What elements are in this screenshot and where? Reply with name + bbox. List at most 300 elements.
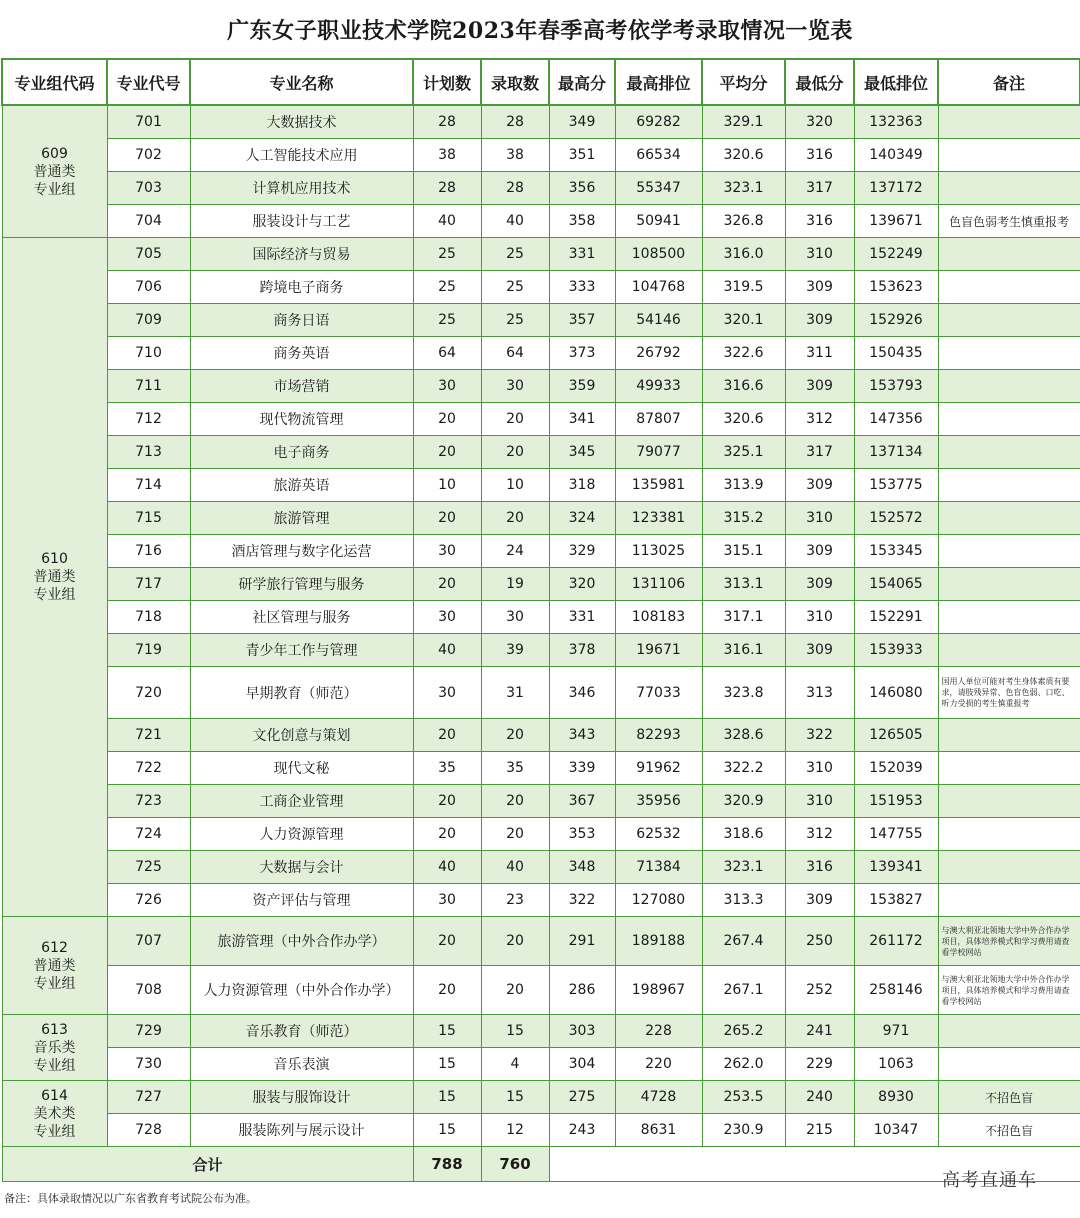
min-rank-cell: 10347 bbox=[854, 1114, 938, 1147]
major-code-cell: 719 bbox=[107, 634, 190, 667]
max-rank-cell: 87807 bbox=[615, 403, 702, 436]
max-score-cell: 353 bbox=[549, 818, 615, 851]
major-name-cell: 服装与服饰设计 bbox=[190, 1081, 413, 1114]
max-score-cell: 373 bbox=[549, 337, 615, 370]
major-code-cell: 715 bbox=[107, 502, 190, 535]
max-rank-cell: 123381 bbox=[615, 502, 702, 535]
admitted-count-cell: 23 bbox=[481, 884, 549, 917]
plan-count-cell: 20 bbox=[413, 502, 481, 535]
max-score-cell: 304 bbox=[549, 1048, 615, 1081]
major-name-cell: 文化创意与策划 bbox=[190, 719, 413, 752]
min-rank-cell: 126505 bbox=[854, 719, 938, 752]
major-code-cell: 724 bbox=[107, 818, 190, 851]
min-score-cell: 250 bbox=[785, 917, 854, 966]
plan-count-cell: 40 bbox=[413, 205, 481, 238]
max-rank-cell: 55347 bbox=[615, 172, 702, 205]
admitted-count-cell: 4 bbox=[481, 1048, 549, 1081]
group-code-cell bbox=[2, 1081, 107, 1147]
admitted-count-cell: 64 bbox=[481, 337, 549, 370]
min-score-cell: 316 bbox=[785, 851, 854, 884]
remark-cell: 不招色盲 bbox=[938, 1081, 1080, 1114]
avg-score-cell: 315.1 bbox=[702, 535, 785, 568]
max-rank-cell: 77033 bbox=[615, 667, 702, 719]
group-label-line: 普通类 bbox=[33, 163, 76, 180]
min-score-cell: 309 bbox=[785, 304, 854, 337]
avg-score-cell: 323.1 bbox=[702, 172, 785, 205]
min-rank-cell: 153827 bbox=[854, 884, 938, 917]
avg-score-cell: 323.1 bbox=[702, 851, 785, 884]
remark-cell bbox=[938, 469, 1080, 502]
table-row bbox=[2, 634, 1080, 667]
plan-count-cell: 64 bbox=[413, 337, 481, 370]
remark-cell bbox=[938, 634, 1080, 667]
avg-score-cell: 326.8 bbox=[702, 205, 785, 238]
max-score-cell: 291 bbox=[549, 917, 615, 966]
min-rank-cell: 139341 bbox=[854, 851, 938, 884]
max-rank-cell: 108500 bbox=[615, 238, 702, 271]
table-row bbox=[2, 601, 1080, 634]
max-score-cell: 333 bbox=[549, 271, 615, 304]
remark-cell bbox=[938, 370, 1080, 403]
plan-count-cell: 10 bbox=[413, 469, 481, 502]
table-row bbox=[2, 469, 1080, 502]
min-score-cell: 310 bbox=[785, 238, 854, 271]
admitted-count-cell: 31 bbox=[481, 667, 549, 719]
admitted-count-cell: 15 bbox=[481, 1081, 549, 1114]
max-rank-cell: 91962 bbox=[615, 752, 702, 785]
avg-score-cell: 316.1 bbox=[702, 634, 785, 667]
min-score-cell: 312 bbox=[785, 403, 854, 436]
table-row bbox=[2, 1081, 1080, 1114]
header-avg-score: 平均分 bbox=[702, 59, 785, 105]
major-code-cell: 716 bbox=[107, 535, 190, 568]
major-code-cell: 703 bbox=[107, 172, 190, 205]
admitted-count-cell: 40 bbox=[481, 851, 549, 884]
avg-score-cell: 253.5 bbox=[702, 1081, 785, 1114]
plan-count-cell: 20 bbox=[413, 568, 481, 601]
plan-count-cell: 30 bbox=[413, 535, 481, 568]
min-score-cell: 252 bbox=[785, 966, 854, 1015]
major-name-cell: 服装陈列与展示设计 bbox=[190, 1114, 413, 1147]
major-code-cell: 726 bbox=[107, 884, 190, 917]
avg-score-cell: 320.6 bbox=[702, 403, 785, 436]
major-name-cell: 工商企业管理 bbox=[190, 785, 413, 818]
major-name-cell: 青少年工作与管理 bbox=[190, 634, 413, 667]
avg-score-cell: 329.1 bbox=[702, 105, 785, 139]
header-remark: 备注 bbox=[938, 59, 1080, 105]
avg-score-cell: 230.9 bbox=[702, 1114, 785, 1147]
avg-score-cell: 267.4 bbox=[702, 917, 785, 966]
max-rank-cell: 71384 bbox=[615, 851, 702, 884]
admitted-count-cell: 28 bbox=[481, 105, 549, 139]
max-score-cell: 359 bbox=[549, 370, 615, 403]
min-score-cell: 311 bbox=[785, 337, 854, 370]
table-row bbox=[2, 1048, 1080, 1081]
avg-score-cell: 322.6 bbox=[702, 337, 785, 370]
min-score-cell: 317 bbox=[785, 436, 854, 469]
max-rank-cell: 8631 bbox=[615, 1114, 702, 1147]
group-label-line: 612 bbox=[41, 939, 68, 956]
group-label-line: 专业组 bbox=[33, 1057, 76, 1074]
plan-count-cell: 30 bbox=[413, 370, 481, 403]
max-rank-cell: 131106 bbox=[615, 568, 702, 601]
remark-cell bbox=[938, 851, 1080, 884]
max-rank-cell: 82293 bbox=[615, 719, 702, 752]
admitted-count-cell: 20 bbox=[481, 917, 549, 966]
table-row bbox=[2, 667, 1080, 719]
plan-count-cell: 35 bbox=[413, 752, 481, 785]
min-score-cell: 316 bbox=[785, 205, 854, 238]
group-code-cell bbox=[2, 238, 107, 917]
plan-count-cell: 25 bbox=[413, 271, 481, 304]
header-major-name: 专业名称 bbox=[190, 59, 413, 105]
table-row bbox=[2, 271, 1080, 304]
min-score-cell: 240 bbox=[785, 1081, 854, 1114]
avg-score-cell: 328.6 bbox=[702, 719, 785, 752]
group-label-line: 610 bbox=[41, 551, 68, 567]
major-code-cell: 714 bbox=[107, 469, 190, 502]
avg-score-cell: 313.9 bbox=[702, 469, 785, 502]
min-score-cell: 309 bbox=[785, 370, 854, 403]
table-row bbox=[2, 966, 1080, 1015]
group-code-cell bbox=[2, 1015, 107, 1081]
max-score-cell: 356 bbox=[549, 172, 615, 205]
plan-count-cell: 20 bbox=[413, 818, 481, 851]
major-name-cell: 现代文秘 bbox=[190, 752, 413, 785]
max-rank-cell: 189188 bbox=[615, 917, 702, 966]
page-title: 广东女子职业技术学院2023年春季高考依学考录取情况一览表 bbox=[227, 17, 853, 44]
admitted-count-cell: 30 bbox=[481, 370, 549, 403]
group-code-cell bbox=[2, 917, 107, 1015]
min-rank-cell: 132363 bbox=[854, 105, 938, 139]
header-row bbox=[2, 59, 1080, 105]
min-rank-cell: 261172 bbox=[854, 917, 938, 966]
max-rank-cell: 104768 bbox=[615, 271, 702, 304]
min-rank-cell: 152249 bbox=[854, 238, 938, 271]
admitted-count-cell: 24 bbox=[481, 535, 549, 568]
remark-cell: 不招色盲 bbox=[938, 1114, 1080, 1147]
admitted-count-cell: 39 bbox=[481, 634, 549, 667]
max-score-cell: 318 bbox=[549, 469, 615, 502]
min-rank-cell: 153775 bbox=[854, 469, 938, 502]
admitted-count-cell: 38 bbox=[481, 139, 549, 172]
min-rank-cell: 152039 bbox=[854, 752, 938, 785]
remark-cell bbox=[938, 436, 1080, 469]
admitted-count-cell: 10 bbox=[481, 469, 549, 502]
remark-cell bbox=[938, 403, 1080, 436]
remark-cell bbox=[938, 884, 1080, 917]
major-name-cell: 资产评估与管理 bbox=[190, 884, 413, 917]
max-score-cell: 341 bbox=[549, 403, 615, 436]
plan-count-cell: 20 bbox=[413, 917, 481, 966]
major-name-cell: 现代物流管理 bbox=[190, 403, 413, 436]
max-rank-cell: 19671 bbox=[615, 634, 702, 667]
plan-count-cell: 15 bbox=[413, 1081, 481, 1114]
min-rank-cell: 151953 bbox=[854, 785, 938, 818]
table-row bbox=[2, 1015, 1080, 1048]
major-code-cell: 723 bbox=[107, 785, 190, 818]
major-code-cell: 722 bbox=[107, 752, 190, 785]
major-name-cell: 研学旅行管理与服务 bbox=[190, 568, 413, 601]
group-label-line: 614 bbox=[41, 1087, 68, 1104]
plan-count-cell: 20 bbox=[413, 436, 481, 469]
max-score-cell: 324 bbox=[549, 502, 615, 535]
avg-score-cell: 320.9 bbox=[702, 785, 785, 818]
major-code-cell: 705 bbox=[107, 238, 190, 271]
plan-count-cell: 30 bbox=[413, 884, 481, 917]
max-score-cell: 275 bbox=[549, 1081, 615, 1114]
max-score-cell: 286 bbox=[549, 966, 615, 1015]
major-name-cell: 早期教育（师范） bbox=[190, 667, 413, 719]
max-score-cell: 351 bbox=[549, 139, 615, 172]
min-score-cell: 310 bbox=[785, 785, 854, 818]
plan-count-cell: 20 bbox=[413, 966, 481, 1015]
max-score-cell: 322 bbox=[549, 884, 615, 917]
min-score-cell: 317 bbox=[785, 172, 854, 205]
max-rank-cell: 113025 bbox=[615, 535, 702, 568]
avg-score-cell: 316.0 bbox=[702, 238, 785, 271]
min-rank-cell: 153345 bbox=[854, 535, 938, 568]
min-score-cell: 320 bbox=[785, 105, 854, 139]
group-label-line: 美术类 bbox=[33, 1105, 76, 1122]
max-rank-cell: 108183 bbox=[615, 601, 702, 634]
remark-cell bbox=[938, 105, 1080, 139]
table-row bbox=[2, 535, 1080, 568]
avg-score-cell: 265.2 bbox=[702, 1015, 785, 1048]
min-score-cell: 309 bbox=[785, 271, 854, 304]
admitted-count-cell: 20 bbox=[481, 436, 549, 469]
plan-count-cell: 28 bbox=[413, 105, 481, 139]
total-label: 合计 bbox=[2, 1147, 413, 1182]
major-name-cell: 国际经济与贸易 bbox=[190, 238, 413, 271]
remark-cell bbox=[938, 502, 1080, 535]
min-score-cell: 312 bbox=[785, 818, 854, 851]
major-code-cell: 713 bbox=[107, 436, 190, 469]
major-name-cell: 酒店管理与数字化运营 bbox=[190, 535, 413, 568]
max-rank-cell: 69282 bbox=[615, 105, 702, 139]
table-row bbox=[2, 785, 1080, 818]
group-label-line: 普通类 bbox=[33, 957, 76, 974]
avg-score-cell: 313.3 bbox=[702, 884, 785, 917]
max-rank-cell: 79077 bbox=[615, 436, 702, 469]
min-rank-cell: 137172 bbox=[854, 172, 938, 205]
header-major-code: 专业代号 bbox=[107, 59, 190, 105]
table-row bbox=[2, 568, 1080, 601]
major-code-cell: 707 bbox=[107, 917, 190, 966]
avg-score-cell: 320.6 bbox=[702, 139, 785, 172]
table-row bbox=[2, 436, 1080, 469]
header-plan: 计划数 bbox=[413, 59, 481, 105]
min-rank-cell: 147356 bbox=[854, 403, 938, 436]
min-score-cell: 316 bbox=[785, 139, 854, 172]
admission-table bbox=[1, 58, 1080, 1182]
min-rank-cell: 153793 bbox=[854, 370, 938, 403]
min-score-cell: 310 bbox=[785, 601, 854, 634]
major-code-cell: 725 bbox=[107, 851, 190, 884]
min-rank-cell: 139671 bbox=[854, 205, 938, 238]
plan-count-cell: 20 bbox=[413, 719, 481, 752]
remark-cell bbox=[938, 1015, 1080, 1048]
table-row bbox=[2, 370, 1080, 403]
major-code-cell: 701 bbox=[107, 105, 190, 139]
remark-cell: 色盲色弱考生慎重报考 bbox=[938, 205, 1080, 238]
min-score-cell: 215 bbox=[785, 1114, 854, 1147]
footnote: 备注：具体录取情况以广东省教育考试院公布为准。 bbox=[4, 1192, 257, 1205]
max-rank-cell: 228 bbox=[615, 1015, 702, 1048]
remark-cell bbox=[938, 818, 1080, 851]
group-label-line: 普通类 bbox=[33, 569, 76, 585]
table-row bbox=[2, 304, 1080, 337]
remark-cell bbox=[938, 271, 1080, 304]
table-row bbox=[2, 139, 1080, 172]
group-label-line: 专业组 bbox=[33, 587, 76, 603]
header-min-rank: 最低排位 bbox=[854, 59, 938, 105]
group-label-line: 专业组 bbox=[33, 1123, 76, 1140]
major-code-cell: 717 bbox=[107, 568, 190, 601]
plan-count-cell: 38 bbox=[413, 139, 481, 172]
max-rank-cell: 49933 bbox=[615, 370, 702, 403]
major-name-cell: 旅游管理 bbox=[190, 502, 413, 535]
major-code-cell: 729 bbox=[107, 1015, 190, 1048]
admitted-count-cell: 20 bbox=[481, 502, 549, 535]
max-rank-cell: 127080 bbox=[615, 884, 702, 917]
max-score-cell: 243 bbox=[549, 1114, 615, 1147]
max-score-cell: 329 bbox=[549, 535, 615, 568]
remark-cell bbox=[938, 752, 1080, 785]
min-score-cell: 229 bbox=[785, 1048, 854, 1081]
max-score-cell: 339 bbox=[549, 752, 615, 785]
min-score-cell: 309 bbox=[785, 634, 854, 667]
admitted-count-cell: 28 bbox=[481, 172, 549, 205]
admitted-count-cell: 20 bbox=[481, 403, 549, 436]
avg-score-cell: 320.1 bbox=[702, 304, 785, 337]
min-score-cell: 322 bbox=[785, 719, 854, 752]
header-admitted: 录取数 bbox=[481, 59, 549, 105]
remark-cell bbox=[938, 785, 1080, 818]
remark-cell: 国用人单位可能对考生身体素质有要求，请肢残异常、色盲色弱、口吃、听力受损的考生慎重报考 bbox=[938, 667, 1080, 719]
plan-count-cell: 30 bbox=[413, 601, 481, 634]
avg-score-cell: 318.6 bbox=[702, 818, 785, 851]
major-code-cell: 706 bbox=[107, 271, 190, 304]
group-label-line: 音乐类 bbox=[33, 1039, 76, 1056]
table-row bbox=[2, 818, 1080, 851]
admitted-count-cell: 20 bbox=[481, 818, 549, 851]
table-row bbox=[2, 502, 1080, 535]
max-rank-cell: 62532 bbox=[615, 818, 702, 851]
min-rank-cell: 1063 bbox=[854, 1048, 938, 1081]
min-score-cell: 309 bbox=[785, 469, 854, 502]
avg-score-cell: 267.1 bbox=[702, 966, 785, 1015]
max-score-cell: 331 bbox=[549, 601, 615, 634]
total-row bbox=[2, 1147, 1080, 1182]
major-name-cell: 旅游英语 bbox=[190, 469, 413, 502]
max-score-cell: 358 bbox=[549, 205, 615, 238]
remark-cell bbox=[938, 719, 1080, 752]
remark-cell: 与澳大利亚北领地大学中外合作办学项目，具体培养模式和学习费用请查看学校网站 bbox=[938, 966, 1080, 1015]
admitted-count-cell: 20 bbox=[481, 966, 549, 1015]
min-score-cell: 313 bbox=[785, 667, 854, 719]
header-max-score: 最高分 bbox=[549, 59, 615, 105]
table-row bbox=[2, 719, 1080, 752]
min-score-cell: 310 bbox=[785, 752, 854, 785]
min-score-cell: 309 bbox=[785, 535, 854, 568]
remark-cell bbox=[938, 535, 1080, 568]
header-min-score: 最低分 bbox=[785, 59, 854, 105]
max-rank-cell: 66534 bbox=[615, 139, 702, 172]
major-name-cell: 电子商务 bbox=[190, 436, 413, 469]
major-name-cell: 人力资源管理（中外合作办学） bbox=[190, 966, 413, 1015]
avg-score-cell: 317.1 bbox=[702, 601, 785, 634]
major-name-cell: 大数据技术 bbox=[190, 105, 413, 139]
plan-count-cell: 25 bbox=[413, 238, 481, 271]
total-admitted: 760 bbox=[481, 1147, 549, 1182]
min-rank-cell: 146080 bbox=[854, 667, 938, 719]
max-score-cell: 343 bbox=[549, 719, 615, 752]
table-row bbox=[2, 403, 1080, 436]
admitted-count-cell: 30 bbox=[481, 601, 549, 634]
avg-score-cell: 315.2 bbox=[702, 502, 785, 535]
major-code-cell: 704 bbox=[107, 205, 190, 238]
min-rank-cell: 152926 bbox=[854, 304, 938, 337]
major-code-cell: 718 bbox=[107, 601, 190, 634]
min-rank-cell: 150435 bbox=[854, 337, 938, 370]
avg-score-cell: 316.6 bbox=[702, 370, 785, 403]
max-rank-cell: 198967 bbox=[615, 966, 702, 1015]
table-row bbox=[2, 917, 1080, 966]
major-name-cell: 计算机应用技术 bbox=[190, 172, 413, 205]
major-name-cell: 商务英语 bbox=[190, 337, 413, 370]
major-name-cell: 音乐表演 bbox=[190, 1048, 413, 1081]
major-name-cell: 社区管理与服务 bbox=[190, 601, 413, 634]
major-code-cell: 709 bbox=[107, 304, 190, 337]
avg-score-cell: 262.0 bbox=[702, 1048, 785, 1081]
plan-count-cell: 40 bbox=[413, 634, 481, 667]
min-score-cell: 310 bbox=[785, 502, 854, 535]
admitted-count-cell: 15 bbox=[481, 1015, 549, 1048]
remark-cell bbox=[938, 601, 1080, 634]
plan-count-cell: 15 bbox=[413, 1015, 481, 1048]
major-code-cell: 721 bbox=[107, 719, 190, 752]
plan-count-cell: 30 bbox=[413, 667, 481, 719]
max-rank-cell: 50941 bbox=[615, 205, 702, 238]
max-score-cell: 346 bbox=[549, 667, 615, 719]
max-score-cell: 348 bbox=[549, 851, 615, 884]
remark-cell bbox=[938, 139, 1080, 172]
group-code-cell bbox=[2, 105, 107, 238]
remark-cell bbox=[938, 568, 1080, 601]
major-name-cell: 音乐教育（师范） bbox=[190, 1015, 413, 1048]
min-rank-cell: 154065 bbox=[854, 568, 938, 601]
plan-count-cell: 28 bbox=[413, 172, 481, 205]
max-score-cell: 357 bbox=[549, 304, 615, 337]
max-score-cell: 320 bbox=[549, 568, 615, 601]
major-name-cell: 人工智能技术应用 bbox=[190, 139, 413, 172]
admitted-count-cell: 19 bbox=[481, 568, 549, 601]
max-score-cell: 349 bbox=[549, 105, 615, 139]
min-rank-cell: 971 bbox=[854, 1015, 938, 1048]
min-score-cell: 309 bbox=[785, 568, 854, 601]
table-row bbox=[2, 752, 1080, 785]
major-name-cell: 商务日语 bbox=[190, 304, 413, 337]
min-rank-cell: 147755 bbox=[854, 818, 938, 851]
min-rank-cell: 153933 bbox=[854, 634, 938, 667]
admitted-count-cell: 25 bbox=[481, 304, 549, 337]
min-rank-cell: 137134 bbox=[854, 436, 938, 469]
admitted-count-cell: 20 bbox=[481, 719, 549, 752]
group-label-line: 613 bbox=[41, 1021, 68, 1038]
plan-count-cell: 25 bbox=[413, 304, 481, 337]
max-score-cell: 345 bbox=[549, 436, 615, 469]
